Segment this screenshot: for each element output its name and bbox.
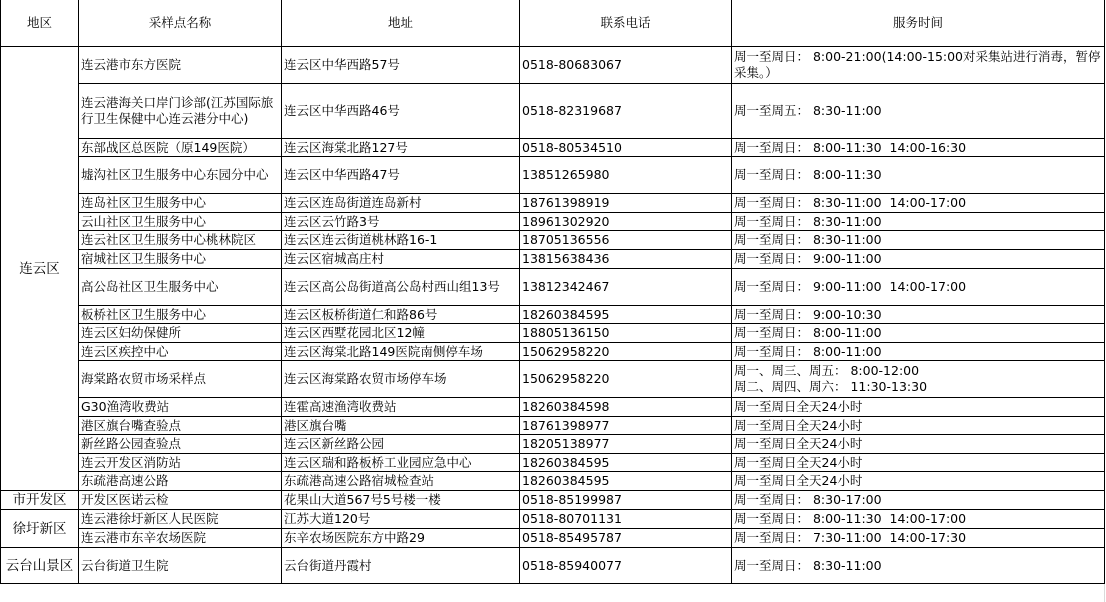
hours-cell[interactable]: 周一至周日全天24小时 <box>732 417 1105 435</box>
header-row <box>1 0 1105 47</box>
phone-cell[interactable]: 18961302920 <box>520 213 732 231</box>
site-name-cell[interactable]: 连岛社区卫生服务中心 <box>79 194 282 213</box>
table-row <box>1 324 1105 343</box>
phone-cell[interactable]: 18705136556 <box>520 231 732 250</box>
header-hours[interactable]: 服务时间 <box>732 0 1105 47</box>
phone-cell[interactable]: 18260384595 <box>520 454 732 472</box>
site-name-cell[interactable]: 连云港徐圩新区人民医院 <box>79 510 282 529</box>
address-cell[interactable]: 连云区新丝路公园 <box>282 435 520 454</box>
hours-cell[interactable]: 周一至周日： 8:00-21:00(14:00-15:00对采集站进行消毒，暂停采集。） <box>732 47 1105 84</box>
hours-cell[interactable]: 周一至周日： 8:30-11:00 <box>732 231 1105 250</box>
address-cell[interactable]: 连云区海棠北路127号 <box>282 139 520 157</box>
hours-cell[interactable]: 周一至周日： 8:00-11:30 14:00-17:00 <box>732 510 1105 529</box>
site-name-cell[interactable]: 连云区疾控中心 <box>79 343 282 361</box>
site-name-cell[interactable]: 连云港市东辛农场医院 <box>79 529 282 548</box>
hours-cell[interactable]: 周一、周三、周五： 8:00-12:00 周二、周四、周六： 11:30-13:30 <box>732 361 1105 398</box>
phone-cell[interactable]: 0518-85199987 <box>520 491 732 510</box>
table-row <box>1 548 1105 584</box>
address-cell[interactable]: 连云区西墅花园北区12幢 <box>282 324 520 343</box>
address-cell[interactable]: 连云区中华西路57号 <box>282 47 520 84</box>
table-row <box>1 435 1105 454</box>
table-row <box>1 510 1105 529</box>
table-row <box>1 529 1105 548</box>
site-name-cell[interactable]: 新丝路公园查验点 <box>79 435 282 454</box>
hours-cell[interactable]: 周一至周日： 9:00-10:30 <box>732 306 1105 324</box>
phone-cell[interactable]: 0518-85940077 <box>520 548 732 584</box>
region-cell-yuntai[interactable]: 云台山景区 <box>1 548 79 584</box>
site-name-cell[interactable]: 云山社区卫生服务中心 <box>79 213 282 231</box>
address-cell[interactable]: 连云区高公岛街道高公岛村西山组13号 <box>282 269 520 306</box>
address-cell[interactable]: 东辛农场医院东方中路29 <box>282 529 520 548</box>
address-cell[interactable]: 云台街道丹霞村 <box>282 548 520 584</box>
address-cell[interactable]: 江苏大道120号 <box>282 510 520 529</box>
phone-cell[interactable]: 13815638436 <box>520 250 732 269</box>
phone-cell[interactable]: 18805136150 <box>520 324 732 343</box>
address-cell[interactable]: 连云区海棠北路149医院南侧停车场 <box>282 343 520 361</box>
table-row <box>1 231 1105 250</box>
hours-cell[interactable]: 周一至周日： 8:30-11:00 <box>732 213 1105 231</box>
site-name-cell[interactable]: 东疏港高速公路 <box>79 472 282 491</box>
site-name-cell[interactable]: 连云区妇幼保健所 <box>79 324 282 343</box>
header-phone[interactable]: 联系电话 <box>520 0 732 47</box>
table-row <box>1 417 1105 435</box>
table-row <box>1 454 1105 472</box>
header-region[interactable]: 地区 <box>1 0 79 47</box>
phone-cell[interactable]: 0518-80701131 <box>520 510 732 529</box>
hours-cell[interactable]: 周一至周日： 8:30-11:00 <box>732 548 1105 584</box>
hours-cell[interactable]: 周一至周日： 8:00-11:30 14:00-16:30 <box>732 139 1105 157</box>
site-name-cell[interactable]: 连云港海关口岸门诊部(江苏国际旅行卫生保健中心连云港分中心) <box>79 84 282 139</box>
site-name-cell[interactable]: 连云开发区消防站 <box>79 454 282 472</box>
table-row <box>1 157 1105 194</box>
address-cell[interactable]: 连云区海棠路农贸市场停车场 <box>282 361 520 398</box>
table-row <box>1 306 1105 324</box>
hours-cell[interactable]: 周一至周日： 7:30-11:00 14:00-17:30 <box>732 529 1105 548</box>
phone-cell[interactable]: 18761398919 <box>520 194 732 213</box>
address-cell[interactable]: 连云区瑞和路板桥工业园应急中心 <box>282 454 520 472</box>
header-address[interactable]: 地址 <box>282 0 520 47</box>
site-name-cell[interactable]: 东部战区总医院（原149医院） <box>79 139 282 157</box>
table-row <box>1 398 1105 417</box>
hours-cell[interactable]: 周一至周日： 9:00-11:00 14:00-17:00 <box>732 269 1105 306</box>
hours-cell[interactable]: 周一至周日： 8:30-11:00 14:00-17:00 <box>732 194 1105 213</box>
hours-cell[interactable]: 周一至周日： 8:30-17:00 <box>732 491 1105 510</box>
site-name-cell[interactable]: 港区旗台嘴查验点 <box>79 417 282 435</box>
table-row <box>1 47 1105 84</box>
site-name-cell[interactable]: G30渔湾收费站 <box>79 398 282 417</box>
table-row <box>1 139 1105 157</box>
table-row <box>1 213 1105 231</box>
region-cell-xuwei[interactable]: 徐圩新区 <box>1 510 79 548</box>
address-cell[interactable]: 连霍高速渔湾收费站 <box>282 398 520 417</box>
address-cell[interactable]: 连云区中华西路46号 <box>282 84 520 139</box>
phone-cell[interactable]: 0518-82319687 <box>520 84 732 139</box>
region-cell-kaifa[interactable]: 市开发区 <box>1 491 79 510</box>
site-name-cell[interactable]: 连云港市东方医院 <box>79 47 282 84</box>
phone-cell[interactable]: 18260384595 <box>520 472 732 491</box>
hours-cell[interactable]: 周一至周日全天24小时 <box>732 398 1105 417</box>
address-cell[interactable]: 东疏港高速公路宿城检查站 <box>282 472 520 491</box>
phone-cell[interactable]: 0518-80534510 <box>520 139 732 157</box>
phone-cell[interactable]: 0518-80683067 <box>520 47 732 84</box>
site-name-cell[interactable]: 板桥社区卫生服务中心 <box>79 306 282 324</box>
phone-cell[interactable]: 18761398977 <box>520 417 732 435</box>
table-row <box>1 84 1105 139</box>
table-row <box>1 343 1105 361</box>
site-name-cell[interactable]: 连云社区卫生服务中心桃林院区 <box>79 231 282 250</box>
table-row <box>1 361 1105 398</box>
address-cell[interactable]: 连云区宿城高庄村 <box>282 250 520 269</box>
hours-cell[interactable]: 周一至周日： 8:00-11:00 <box>732 324 1105 343</box>
hours-cell[interactable]: 周一至周日全天24小时 <box>732 472 1105 491</box>
address-cell[interactable]: 连云区连云街道桃林路16-1 <box>282 231 520 250</box>
phone-cell[interactable]: 15062958220 <box>520 361 732 398</box>
table-row <box>1 472 1105 491</box>
table-row <box>1 194 1105 213</box>
table-row <box>1 250 1105 269</box>
phone-cell[interactable]: 13851265980 <box>520 157 732 194</box>
address-cell[interactable]: 连云区中华西路47号 <box>282 157 520 194</box>
address-cell[interactable]: 港区旗台嘴 <box>282 417 520 435</box>
site-name-cell[interactable]: 云台街道卫生院 <box>79 548 282 584</box>
phone-cell[interactable]: 0518-85495787 <box>520 529 732 548</box>
phone-cell[interactable]: 18260384598 <box>520 398 732 417</box>
table-row <box>1 269 1105 306</box>
phone-cell[interactable]: 18260384595 <box>520 306 732 324</box>
site-name-cell[interactable]: 墟沟社区卫生服务中心东园分中心 <box>79 157 282 194</box>
address-cell[interactable]: 连云区板桥街道仁和路86号 <box>282 306 520 324</box>
site-name-cell[interactable]: 宿城社区卫生服务中心 <box>79 250 282 269</box>
region-cell-lianyun[interactable]: 连云区 <box>1 47 79 491</box>
table-row <box>1 491 1105 510</box>
phone-cell[interactable]: 15062958220 <box>520 343 732 361</box>
site-name-cell[interactable]: 海棠路农贸市场采样点 <box>79 361 282 398</box>
hours-cell[interactable]: 周一至周日全天24小时 <box>732 435 1105 454</box>
address-cell[interactable]: 连云区连岛街道连岛新村 <box>282 194 520 213</box>
hours-cell[interactable]: 周一至周日： 8:00-11:30 <box>732 157 1105 194</box>
hours-cell[interactable]: 周一至周日： 8:00-11:00 <box>732 343 1105 361</box>
address-cell[interactable]: 连云区云竹路3号 <box>282 213 520 231</box>
site-name-cell[interactable]: 高公岛社区卫生服务中心 <box>79 269 282 306</box>
site-name-cell[interactable]: 开发区医诺云检 <box>79 491 282 510</box>
phone-cell[interactable]: 18205138977 <box>520 435 732 454</box>
hours-cell[interactable]: 周一至周日： 9:00-11:00 <box>732 250 1105 269</box>
phone-cell[interactable]: 13812342467 <box>520 269 732 306</box>
hours-cell[interactable]: 周一至周日全天24小时 <box>732 454 1105 472</box>
hours-cell[interactable]: 周一至周五： 8:30-11:00 <box>732 84 1105 139</box>
address-cell[interactable]: 花果山大道567号5号楼一楼 <box>282 491 520 510</box>
header-name[interactable]: 采样点名称 <box>79 0 282 47</box>
